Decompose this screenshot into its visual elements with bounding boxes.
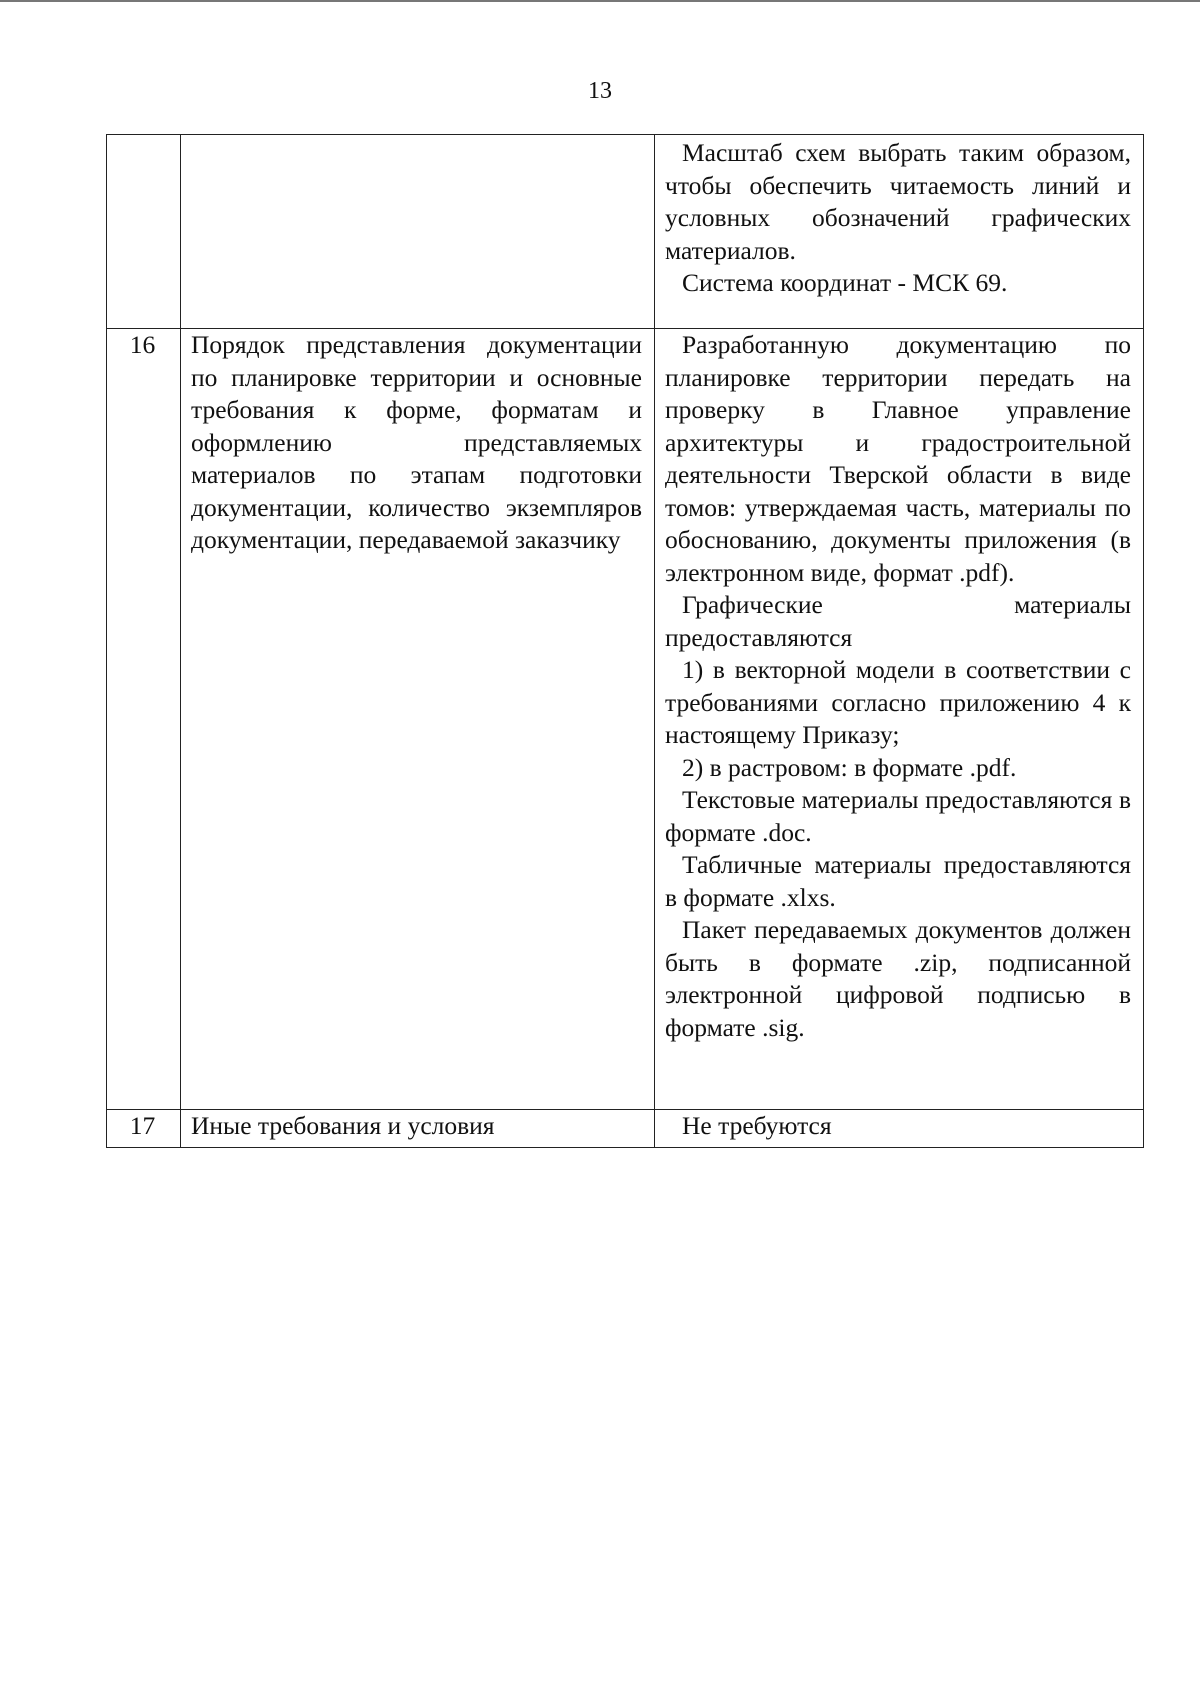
table-row-16 (107, 329, 1144, 1110)
value-paragraph-text-formats: Текстовые материалы предоставляются в формате .doc. (665, 785, 1131, 847)
list-text: в растровом: в формате .pdf. (709, 752, 1017, 782)
page-number: 13 (588, 78, 612, 104)
row-name-text: Порядок представления документации по планировке территории и основные требования к форме, форматам и оформлению представляемых материалов по этапам подготовки документации, количество экземпляров документации, передаваемой заказчику (191, 330, 642, 554)
value-paragraph-graphics: Графические материалы предоставляются (665, 590, 1131, 652)
value-paragraph-submission: Разработанную документацию по планировке территории передать на проверку в Главное управление архитектуры и градостроительной деятельности Тверской области в виде томов: утверждаемая часть, материалы по обоснованию, документы приложения (в электронном виде, формат .pdf). (665, 330, 1131, 587)
value-paragraph-package: Пакет передаваемых документов должен быть в формате .zip, подписанной электронной цифровой подписью в формате .sig. (665, 915, 1131, 1042)
row-number-cell (107, 135, 181, 329)
value-paragraph-table-formats: Табличные материалы предоставляются в формате .xlxs. (665, 850, 1131, 912)
row-number-cell: 17 (107, 1110, 181, 1148)
value-paragraph-other: Не требуются (682, 1111, 832, 1140)
page-top-border (0, 0, 1200, 2)
row-value-cell (655, 329, 1144, 1110)
table-row-continuation (107, 135, 1144, 329)
list-marker: 2) (682, 752, 704, 782)
value-paragraph-scale: Масштаб схем выбрать таким образом, чтобы обеспечить читаемость линий и условных обозначений графических материалов. (665, 138, 1131, 265)
row-number-cell: 16 (107, 329, 181, 1110)
row-name-cell (181, 135, 655, 329)
table-row-17 (107, 1110, 1144, 1148)
row-value-cell (655, 1110, 1144, 1148)
format-list (665, 654, 1131, 784)
list-text: в векторной модели в соответствии с требованиями согласно приложению 4 к настоящему Приказу; (665, 655, 1131, 749)
value-paragraph-coordinates: Система координат - МСК 69. (682, 268, 1008, 297)
list-item (665, 752, 1131, 785)
list-marker: 1) (682, 655, 704, 684)
row-name-cell (181, 329, 655, 1110)
requirements-table (106, 134, 1144, 1148)
row-name-cell: Иные требования и условия (181, 1110, 655, 1148)
row-value-cell (655, 135, 1144, 329)
list-item (665, 654, 1131, 752)
